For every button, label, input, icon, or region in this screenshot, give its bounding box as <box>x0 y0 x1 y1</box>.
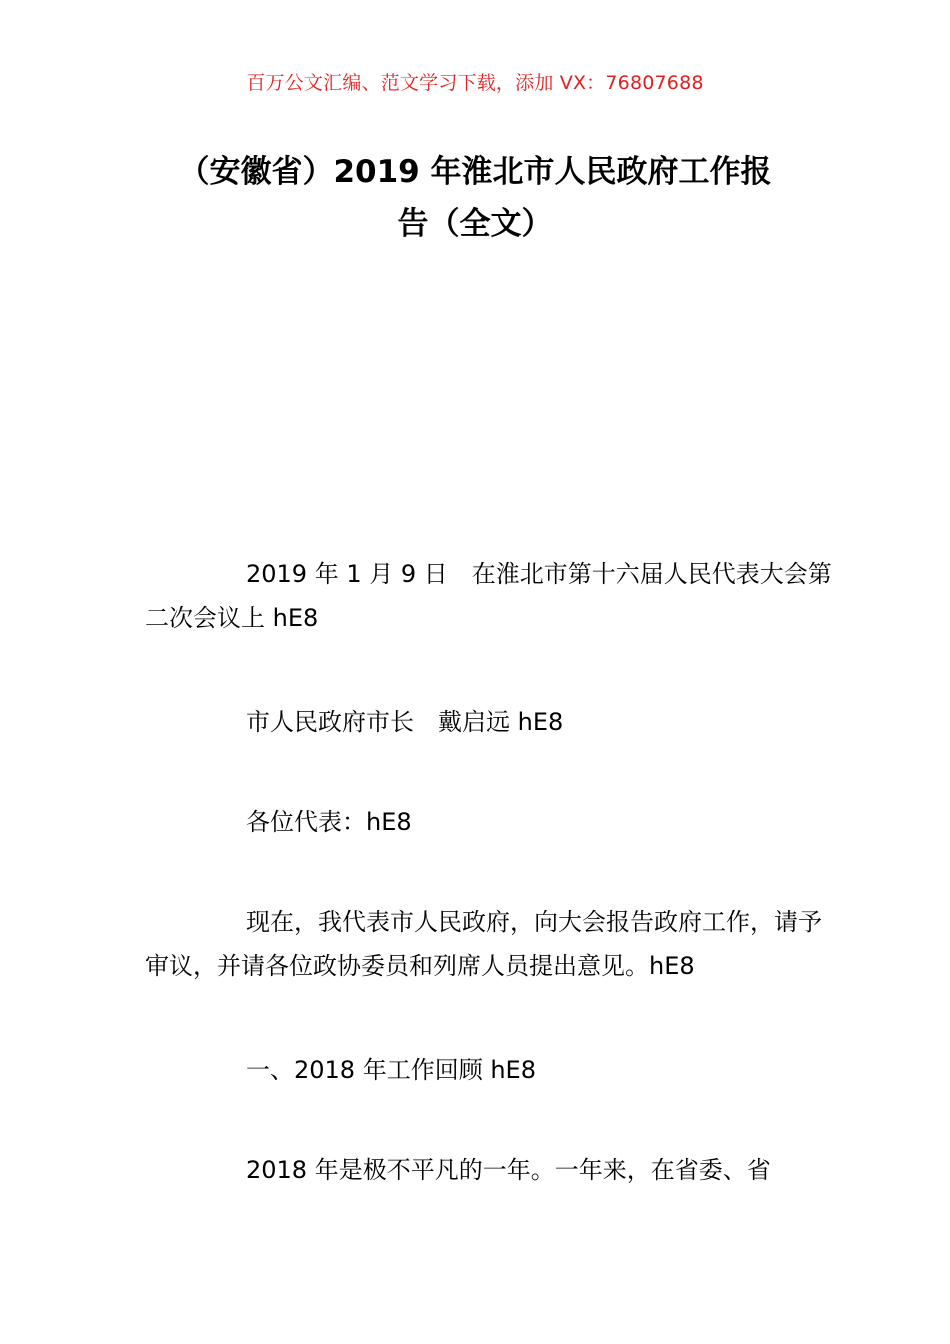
paragraph-intro: 现在，我代表市人民政府，向大会报告政府工作，请予审议，并请各位政协委员和列席人员提出意见。hE8 <box>145 908 822 980</box>
paragraph-speaker: 市人民政府市长 戴启远 hE8 <box>246 708 564 736</box>
header-note: 百万公文汇编、范文学习下载，添加 VX：76807688 <box>246 72 704 94</box>
document-title <box>120 146 830 250</box>
section-heading-review: 一、2018 年工作回顾 hE8 <box>246 1056 536 1084</box>
paragraph-greeting: 各位代表：hE8 <box>246 808 412 836</box>
paragraph-date-venue: 2019 年 1 月 9 日 在淮北市第十六届人民代表大会第二次会议上 hE8 <box>145 560 832 632</box>
paragraph-review-start: 2018 年是极不平凡的一年。一年来，在省委、省 <box>246 1156 771 1184</box>
title-line-2: 告（全文） <box>397 206 553 242</box>
title-line-1: （安徽省）2019 年淮北市人民政府工作报 <box>178 154 772 190</box>
